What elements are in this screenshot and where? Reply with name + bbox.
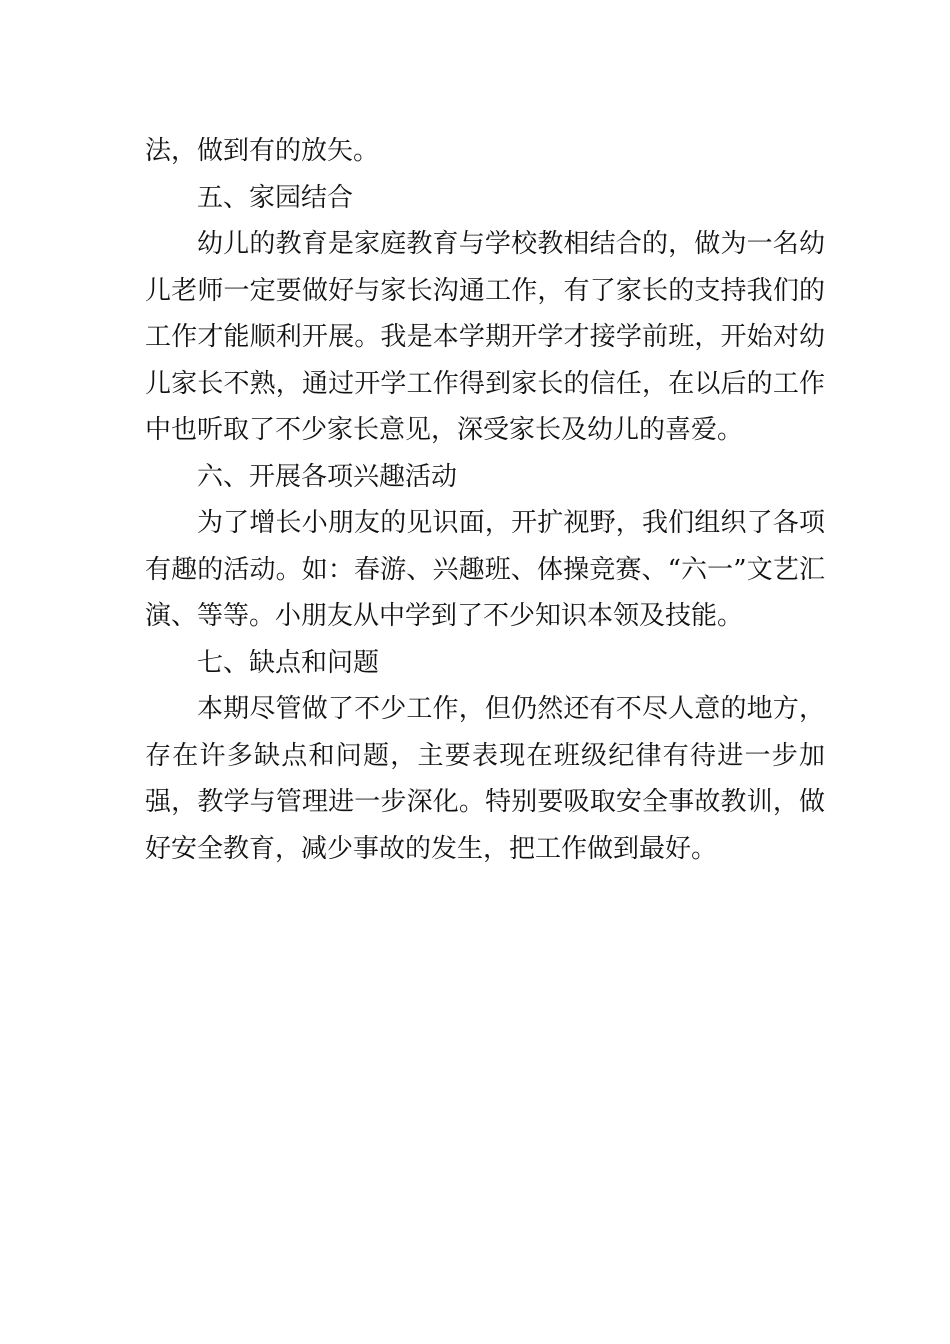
- paragraph-continued: 法，做到有的放矢。: [145, 136, 380, 166]
- paragraph-home-school: 幼儿的教育是家庭教育与学校教相结合的，做为一名幼儿老师一定要做好与家长沟通工作，有了家长的支持我们的工作才能顺利开展。我是本学期开学才接学前班，开始对幼儿家长不熟，通过开学工作得到家长的信任，在以后的工作中也听取了不少家长意见，深受家长及幼儿的喜爱。: [145, 229, 825, 445]
- paragraph-shortcomings: 本期尽管做了不少工作，但仍然还有不尽人意的地方，存在许多缺点和问题，主要表现在班级纪律有待进一步加强，教学与管理进一步深化。特别要吸取安全事故教训，做好安全教育，减少事故的发生，把工作做到最好。: [145, 694, 825, 864]
- document-body: [145, 128, 825, 872]
- section-heading-five: 五、家园结合: [197, 182, 354, 213]
- paragraph-activities: 为了增长小朋友的见识面，开扩视野，我们组织了各项有趣的活动。如：春游、兴趣班、体操竞赛、“六一”文艺汇演、等等。小朋友从中学到了不少知识本领及技能。: [145, 508, 825, 631]
- section-heading-six: 六、开展各项兴趣活动: [197, 461, 458, 492]
- section-heading-seven: 七、缺点和问题: [197, 647, 380, 678]
